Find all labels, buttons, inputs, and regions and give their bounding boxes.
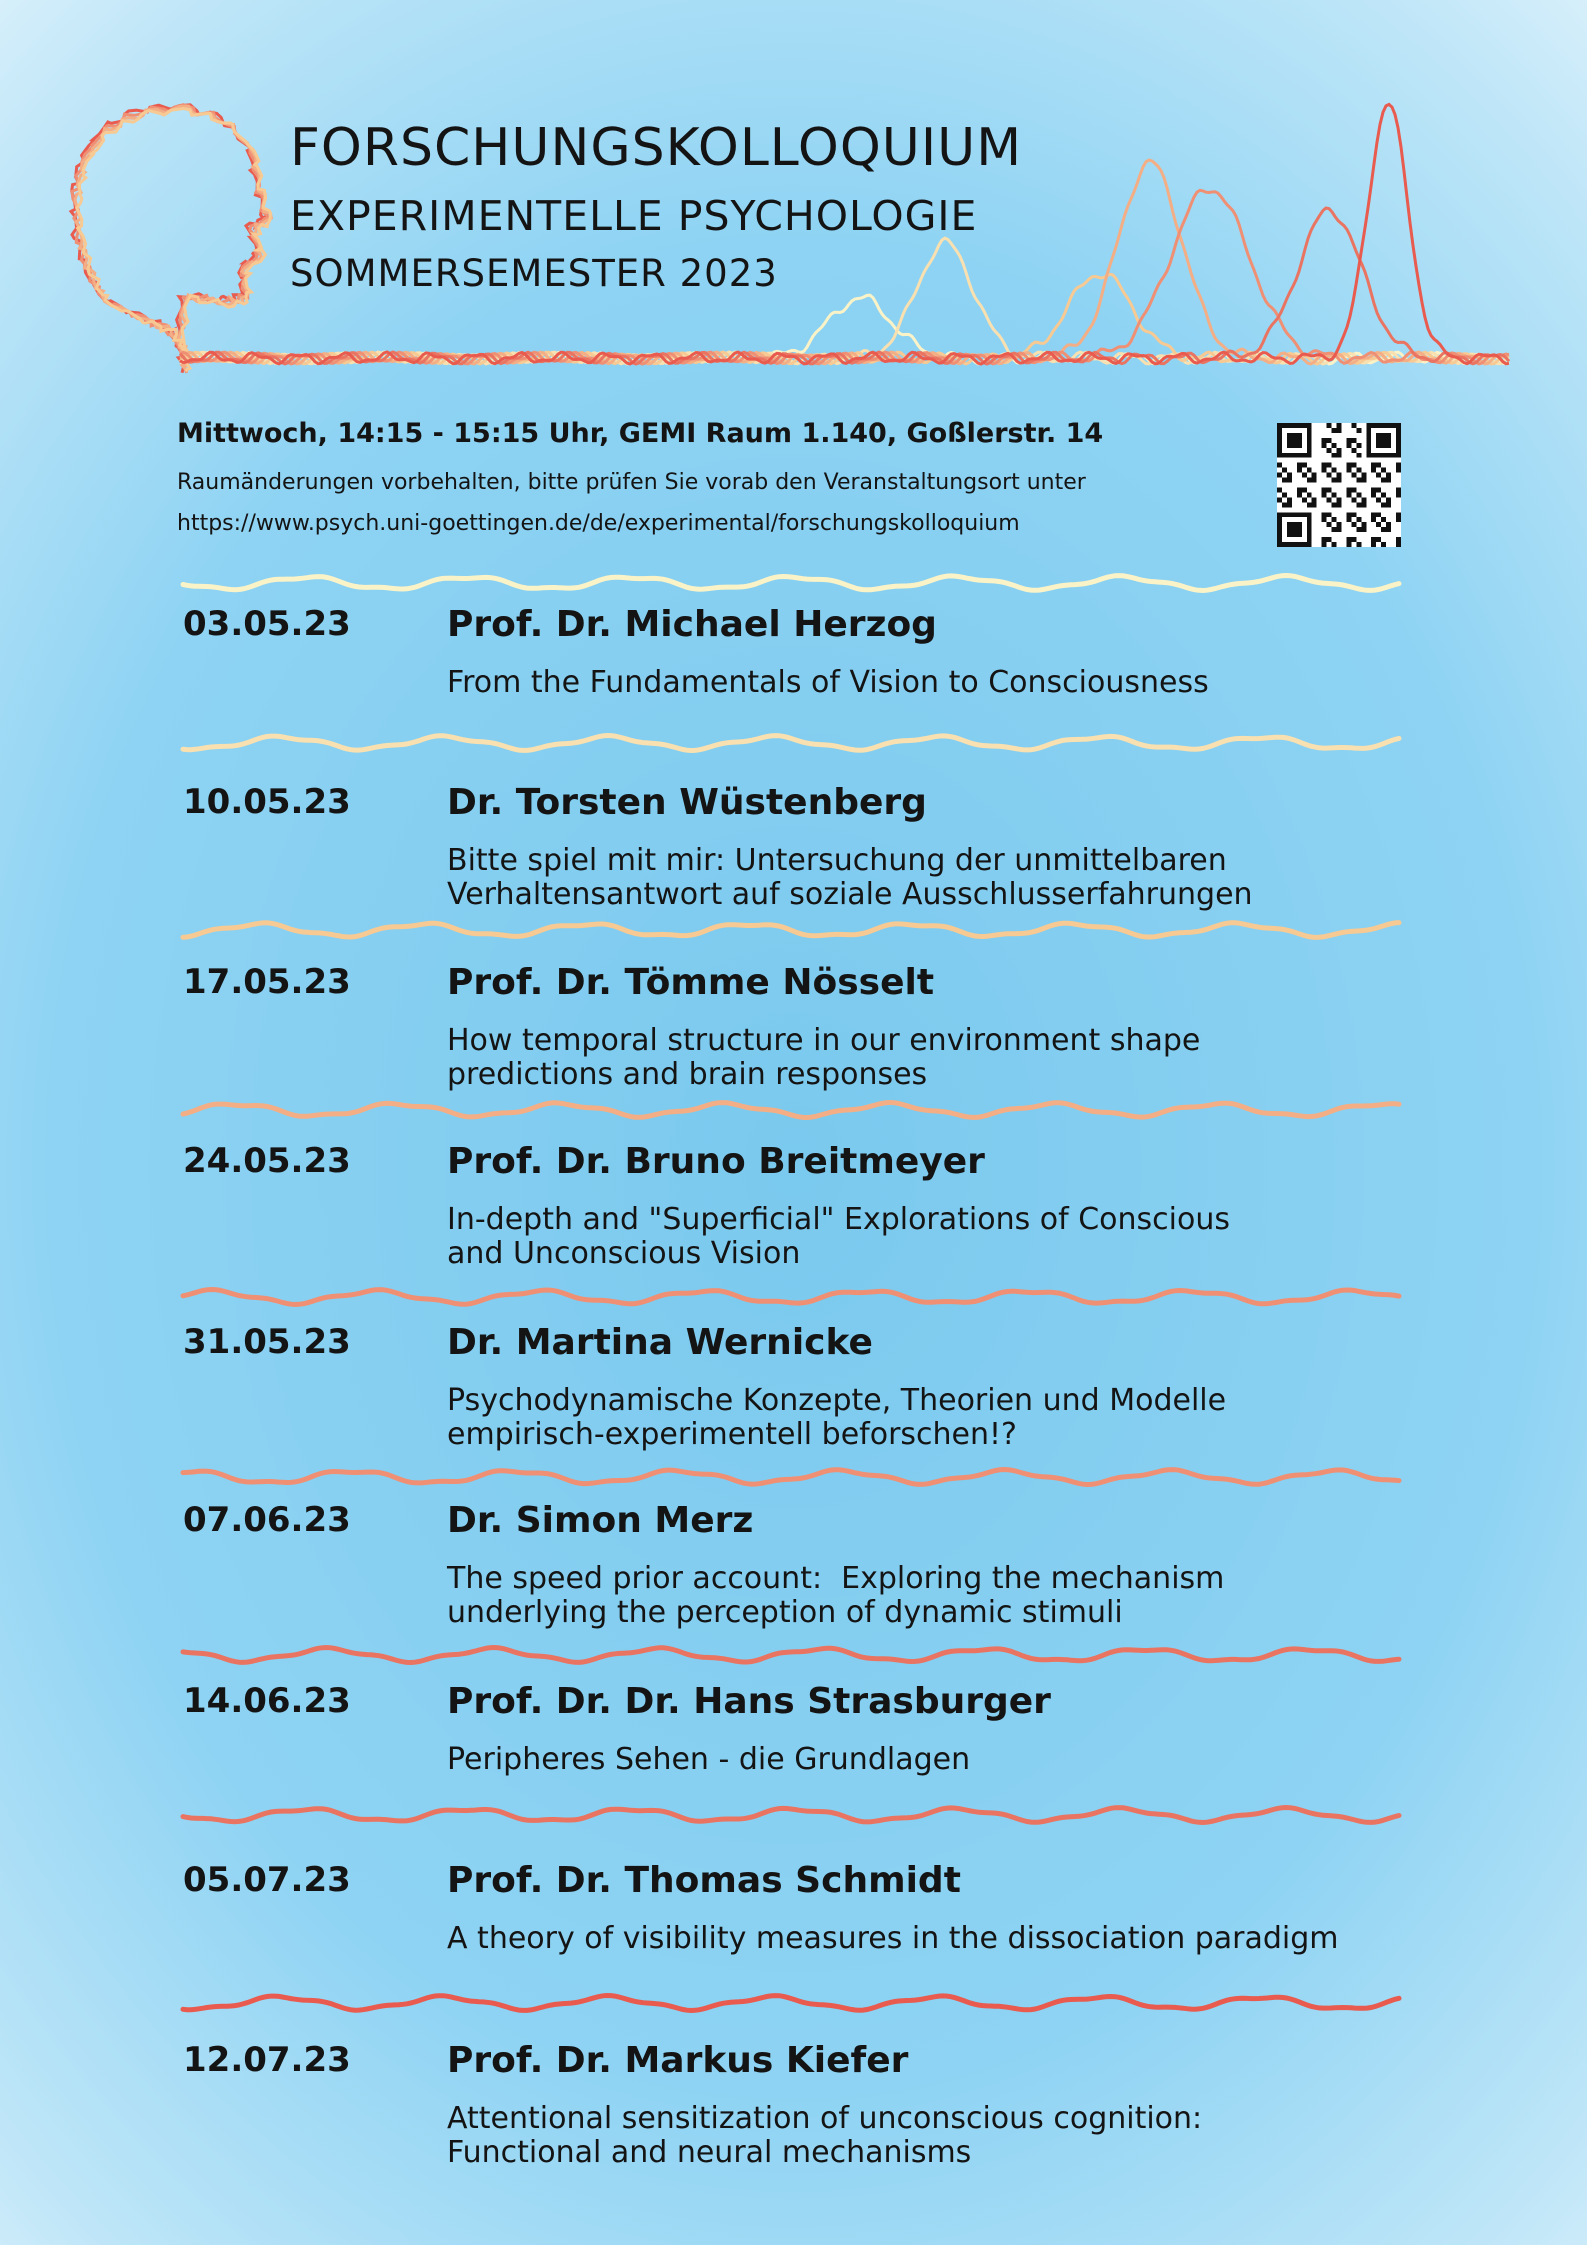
wave-divider — [183, 1996, 1399, 2011]
wave-divider — [183, 1808, 1399, 1823]
talk-date: 03.05.23 — [183, 604, 351, 644]
talk-title: Peripheres Sehen - die Grundlagen — [447, 1742, 971, 1777]
poster-title: FORSCHUNGSKOLLOQUIUM — [290, 118, 1023, 178]
talk-speaker: Prof. Dr. Tömme Nösselt — [447, 962, 935, 1003]
talk-title: Bitte spiel mit mir: Untersuchung der unmittelbaren Verhaltensantwort auf soziale Ausschlusserfahrungen — [447, 843, 1253, 912]
talk-date: 10.05.23 — [183, 782, 351, 822]
talk-title: The speed prior account: Exploring the mechanism underlying the perception of dynamic stimuli — [447, 1561, 1225, 1630]
talk-title: How temporal structure in our environment shape predictions and brain responses — [447, 1023, 1201, 1092]
wave-divider — [183, 1470, 1399, 1485]
talk-speaker: Prof. Dr. Michael Herzog — [447, 604, 937, 645]
talk-title: Psychodynamische Konzepte, Theorien und Modelle empirisch-experimentell beforschen!? — [447, 1383, 1227, 1452]
talk-date: 17.05.23 — [183, 962, 351, 1002]
website-link[interactable]: https://www.psych.uni-goettingen.de/de/experimental/forschungskolloquium — [177, 511, 1020, 536]
talk-title: A theory of visibility measures in the dissociation paradigm — [447, 1921, 1339, 1956]
poster-subtitle: EXPERIMENTELLE PSYCHOLOGIE — [290, 192, 978, 240]
talk-date: 07.06.23 — [183, 1500, 351, 1540]
talk-speaker: Prof. Dr. Bruno Breitmeyer — [447, 1141, 985, 1182]
talk-title: Attentional sensitization of unconscious cognition: Functional and neural mechanisms — [447, 2101, 1203, 2170]
wave-divider — [183, 576, 1399, 591]
room-change-notice: Raumänderungen vorbehalten, bitte prüfen Sie vorab den Veranstaltungsort unter — [177, 470, 1086, 495]
talk-date: 24.05.23 — [183, 1141, 351, 1181]
wave-divider — [183, 923, 1399, 938]
talk-date: 12.07.23 — [183, 2040, 351, 2080]
talk-speaker: Dr. Simon Merz — [447, 1500, 754, 1541]
talk-title: From the Fundamentals of Vision to Consciousness — [447, 665, 1209, 700]
talk-title: In-depth and "Superficial" Explorations of Conscious and Unconscious Vision — [447, 1202, 1231, 1271]
wave-divider — [183, 736, 1399, 751]
talk-date: 31.05.23 — [183, 1322, 351, 1362]
talk-speaker: Dr. Martina Wernicke — [447, 1322, 873, 1363]
semester-label: SOMMERSEMESTER 2023 — [290, 252, 778, 295]
wave-divider — [183, 1103, 1399, 1118]
wave-divider — [183, 1290, 1399, 1305]
talk-speaker: Prof. Dr. Markus Kiefer — [447, 2040, 909, 2081]
talk-speaker: Prof. Dr. Thomas Schmidt — [447, 1860, 961, 1901]
wave-divider — [183, 1648, 1399, 1663]
talk-speaker: Prof. Dr. Dr. Hans Strasburger — [447, 1681, 1051, 1722]
talk-speaker: Dr. Torsten Wüstenberg — [447, 782, 927, 823]
schedule-info: Mittwoch, 14:15 - 15:15 Uhr, GEMI Raum 1.140, Goßlerstr. 14 — [177, 418, 1104, 449]
talk-date: 05.07.23 — [183, 1860, 351, 1900]
talk-date: 14.06.23 — [183, 1681, 351, 1721]
